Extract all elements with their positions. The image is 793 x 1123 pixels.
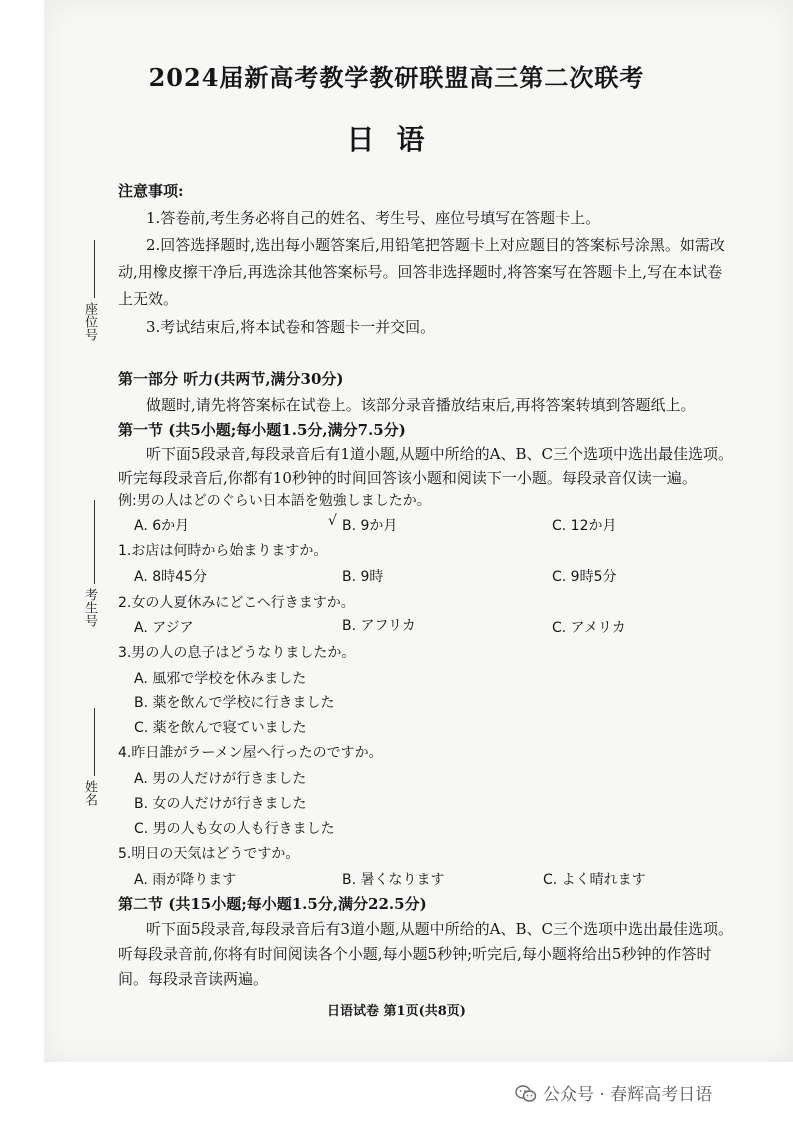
q4-option-a: A. 男の人だけが行きました: [134, 771, 307, 787]
q3-option-b: B. 薬を飲んで学校に行きました: [134, 695, 335, 711]
name-line: [94, 708, 95, 776]
wechat-icon: [515, 1085, 537, 1103]
q2-option-b: B. アフリカ: [342, 618, 416, 634]
exam-number-label: 考生号: [82, 588, 97, 627]
section2-instruction-1: 听下面5段录音,每段录音后有3道小题,从题中所给的A、B、C三个选项中选出最佳选项。: [146, 920, 733, 938]
notice-item-1: 1.答卷前,考生务必将自己的姓名、考生号、座位号填写在答题卡上。: [146, 209, 601, 227]
subject-title: 日语: [346, 123, 447, 156]
question-4: 4.昨日誰がラーメン屋へ行ったのですか。: [118, 745, 383, 761]
check-mark-icon: √: [328, 513, 337, 529]
question-1: 1.お店は何時から始まりますか。: [118, 543, 328, 559]
seat-number-label: 座位号: [82, 302, 97, 341]
q5-option-b: B. 暑くなります: [342, 872, 445, 888]
q2-option-c: C. アメリカ: [552, 620, 626, 636]
section2-heading: 第二节 (共15小题;每小题1.5分,满分22.5分): [118, 895, 427, 913]
q4-option-b: B. 女の人だけが行きました: [134, 796, 307, 812]
section2-instruction-3: 间。每段录音读两遍。: [118, 970, 269, 988]
watermark-text: 公众号 · 春辉高考日语: [543, 1085, 713, 1105]
name-label: 姓名: [82, 780, 97, 806]
part1-heading: 第一部分 听力(共两节,满分30分): [118, 370, 344, 388]
q1-option-c: C. 9時5分: [552, 569, 617, 585]
section1-instruction-2: 听完每段录音后,你都有10秒钟的时间回答该小题和阅读下一小题。每段录音仅读一遍。: [118, 469, 697, 487]
notice-item-2-end: 上无效。: [118, 290, 179, 308]
seat-number-line: [94, 240, 95, 298]
example-option-b: B. 9か月: [342, 518, 398, 534]
q3-option-c: C. 薬を飲んで寝ていました: [134, 720, 307, 736]
section2-instruction-2: 听每段录音前,你将有时间阅读各个小题,每小题5秒钟;听完后,每小题将给出5秒钟的作答时: [118, 945, 712, 963]
example-question: 例:男の人はどのぐらい日本語を勉強しましたか。: [118, 493, 431, 509]
q3-option-a: A. 風邪で学校を休みました: [134, 671, 307, 687]
question-2: 2.女の人夏休みにどこへ行きますか。: [118, 595, 355, 611]
q4-option-c: C. 男の人も女の人も行きました: [134, 821, 335, 837]
example-option-c: C. 12か月: [552, 518, 617, 534]
question-5: 5.明日の天気はどうですか。: [118, 846, 300, 862]
exam-number-line: [94, 500, 95, 584]
example-option-a: A. 6か月: [134, 518, 190, 534]
notice-heading: 注意事项:: [118, 182, 184, 200]
notice-item-3: 3.考试结束后,将本试卷和答题卡一并交回。: [146, 318, 436, 336]
q2-option-a: A. アジア: [134, 620, 194, 636]
page-footer: 日语试卷 第1页(共8页): [327, 1004, 466, 1019]
watermark: [515, 1080, 712, 1105]
notice-item-2: 2.回答选择题时,选出每小题答案后,用铅笔把答题卡上对应题目的答案标号涂黑。如需改: [146, 236, 725, 254]
exam-title: 2024届新高考教学教研联盟高三第二次联考: [148, 63, 645, 92]
question-3: 3.男の人の息子はどうなりましたか。: [118, 645, 356, 661]
notice-item-2-cont: 动,用橡皮擦干净后,再选涂其他答案标号。回答非选择题时,将答案写在答题卡上,写在本试卷: [118, 263, 723, 281]
section1-instruction-1: 听下面5段录音,每段录音后有1道小题,从题中所给的A、B、C三个选项中选出最佳选项。: [146, 445, 733, 463]
q5-option-a: A. 雨が降ります: [134, 872, 237, 888]
q1-option-a: A. 8時45分: [134, 569, 207, 585]
section1-heading: 第一节 (共5小题;每小题1.5分,满分7.5分): [118, 421, 406, 439]
q1-option-b: B. 9時: [342, 569, 384, 585]
part1-instruction: 做题时,请先将答案标在试卷上。该部分录音播放结束后,再将答案转填到答题纸上。: [146, 396, 696, 414]
q5-option-c: C. よく晴れます: [543, 872, 646, 888]
